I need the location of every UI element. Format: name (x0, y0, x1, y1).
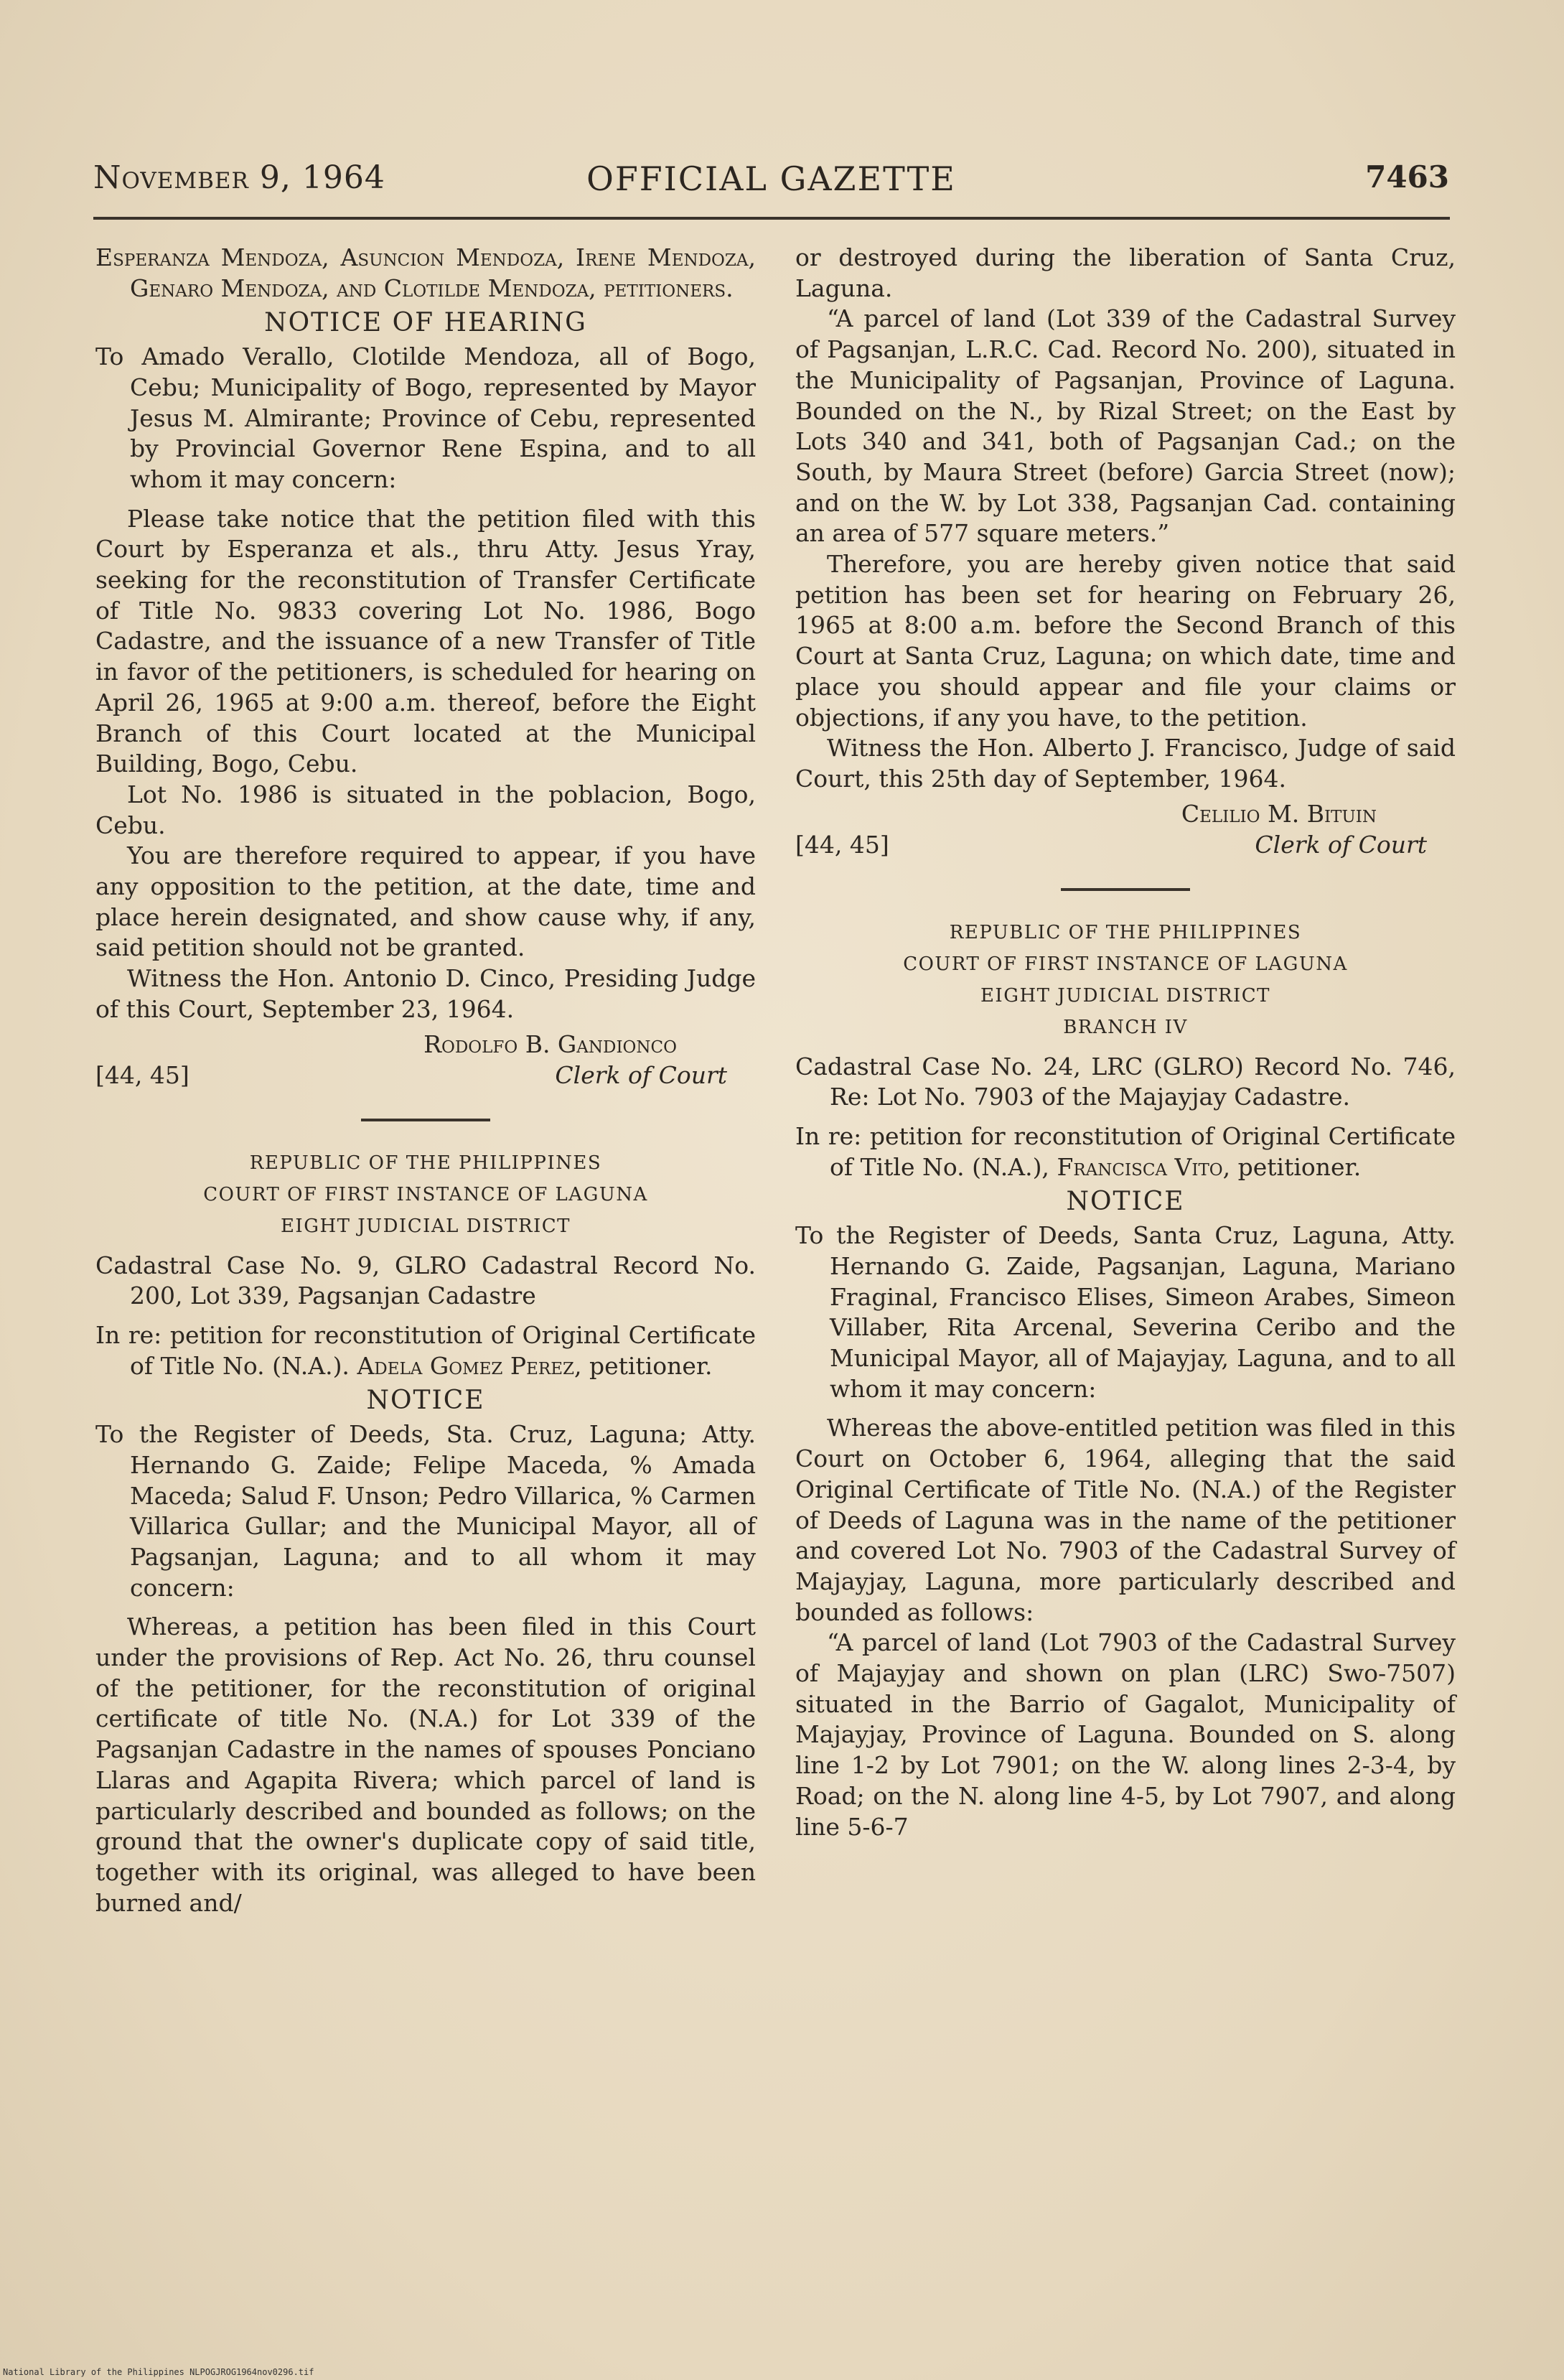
notice-heading: NOTICE (1066, 1187, 1185, 1217)
court-line: BRANCH IV (1063, 1016, 1188, 1038)
page-header (93, 159, 1449, 210)
in-re-suffix: , petitioner. (573, 1351, 713, 1380)
in-re-suffix: , petitioner. (1222, 1152, 1362, 1181)
court-line: COURT OF FIRST INSTANCE OF LAGUNA (903, 953, 1348, 975)
addressees: To the Register of Deeds, Santa Cruz, Laguna, Atty. Hernando G. Zaide, Pagsanjan, Laguna, Mariano Fraginal, Francisco Elises, Simeon Arabes, Simeon Villaber, Rita Arcenal, Severina Ceribo and the Municipal Mayor, all of Majayjay, Laguna, and to all whom it may concern: (795, 1221, 1456, 1403)
court-caption (795, 917, 1456, 1043)
notice-heading: NOTICE (366, 1386, 485, 1416)
scan-footer: National Library of the Philippines NLPOGJROG1964nov0296.tif (3, 2367, 314, 2377)
court-line: COURT OF FIRST INSTANCE OF LAGUNA (203, 1183, 648, 1205)
signatory-title: Clerk of Court (1255, 830, 1427, 859)
paragraph: You are therefore required to appear, if you have any opposition to the petition, at the date, time and place herein designated, and show cause why, if any, said petition should not be granted. (95, 841, 756, 962)
left-column (95, 243, 756, 1918)
in-re-caption (95, 1320, 756, 1381)
paragraph: Witness the Hon. Alberto J. Francisco, Judge of said Court, this 25th day of September, 1964. (795, 734, 1456, 793)
addressees: To Amado Verallo, Clotilde Mendoza, all of Bogo, Cebu; Municipality of Bogo, represented by Mayor Jesus M. Almirante; Province of Cebu, represented by Provincial Governor Rene Espina, and to all whom it may concern: (95, 342, 756, 493)
paragraph: Lot No. 1986 is situated in the poblacion, Bogo, Cebu. (95, 780, 756, 839)
petitioner-name: Adela Gomez Perez (357, 1351, 574, 1380)
signatory-name: Rodolfo B. Gandionco (423, 1030, 677, 1058)
in-re-text: In re: petition for reconstitution of Original Certificate of Title No. (N.A.), (795, 1122, 1456, 1181)
signatory-title: Clerk of Court (555, 1060, 727, 1089)
signature-block (795, 799, 1456, 861)
in-re-text: In re: petition for reconstitution of Original Certificate of Title No. (N.A.). (95, 1320, 756, 1380)
paragraph: Please take notice that the petition filed with this Court by Esperanza et als., thru Atty. Jesus Yray, seeking for the reconstitution of Transfer Certificate of Title No. 9833 covering Lot No. 1986, Bogo Cadastre, and the issuance of a new Transfer of Title in favor of the petitioners, is scheduled for hearing on April 26, 1965 at 9:00 a.m. thereof, before the Eight Branch of this Court located at the Municipal Building, Bogo, Cebu. (95, 504, 756, 778)
paragraph: or destroyed during the liberation of Santa Cruz, Laguna. (795, 243, 1456, 302)
court-line: EIGHT JUDICIAL DISTRICT (980, 984, 1271, 1007)
paragraph: Whereas the above-entitled petition was filed in this Court on October 6, 1964, alleging that the said Original Certificate of Title No. (N.A.) of the Register of Deeds of Laguna was in the name of the petitioner and covered Lot No. 7903 of the Cadastral Survey of Majayjay, Laguna, more particularly described and bounded as follows: (795, 1414, 1456, 1626)
paragraph: “A parcel of land (Lot 7903 of the Cadastral Survey of Majayjay and shown on plan (LRC) Swo-7507) situated in the Barrio of Gagalot, Municipality of Majayjay, Province of Laguna. Bounded on S. along line 1-2 by Lot 7901; on the W. along lines 2-3-4, by Road; on the N. along line 4-5, by Lot 7907, and along line 5-6-7 (795, 1628, 1456, 1841)
addressees: To the Register of Deeds, Sta. Cruz, Laguna; Atty. Hernando G. Zaide; Felipe Maceda, % Amada Maceda; Salud F. Unson; Pedro Villarica, % Carmen Villarica Gullar; and the Municipal Mayor, all of Pagsanjan, Laguna; and to all whom it may concern: (95, 1420, 756, 1602)
paragraph: Whereas, a petition has been filed in this Court under the provisions of Rep. Act No. 26, thru counsel of the petitioner, for the reconstitution of original certificate of title No. (N.A.) for Lot 339 of the Pagsanjan Cadastre in the names of spouses Ponciano Llaras and Agapita Rivera; which parcel of land is particularly described and bounded as follows; on the ground that the owner's duplicate copy of said title, together with its original, was alleged to have been burned and/ (95, 1613, 756, 1917)
paragraph: Witness the Hon. Antonio D. Cinco, Presiding Judge of this Court, September 23, 1964. (95, 964, 756, 1023)
court-line: EIGHT JUDICIAL DISTRICT (280, 1215, 571, 1237)
paragraph: “A parcel of land (Lot 339 of the Cadastral Survey of Pagsanjan, L.R.C. Cad. Record No. 200), situated in the Municipality of Pagsanjan, Province of Laguna. Bounded on the N., by Rizal Street; on the East by Lots 340 and 341, both of Pagsanjan Cad.; on the South, by Maura Street (before) Garcia Street (now); and on the W. by Lot 338, Pagsanjan Cad. containing an area of 577 square meters.” (795, 304, 1456, 548)
header-date: November 9, 1964 (93, 159, 385, 196)
case-caption: Cadastral Case No. 9, GLRO Cadastral Record No. 200, Lot 339, Pagsanjan Cadastre (95, 1251, 756, 1310)
issue-reference: [44, 45] (95, 1060, 189, 1089)
paragraph: Therefore, you are hereby given notice that said petition has been set for hearing on February 26, 1965 at 8:00 a.m. before the Second Branch of this Court at Santa Cruz, Laguna; on which date, time and place you should appear and file your claims or objections, if any you have, to the petition. (795, 550, 1456, 732)
section-divider (361, 1119, 490, 1121)
header-title: OFFICIAL GAZETTE (586, 159, 956, 198)
signature-block (95, 1030, 756, 1091)
court-line: REPUBLIC OF THE PHILIPPINES (949, 921, 1302, 943)
court-line: REPUBLIC OF THE PHILIPPINES (249, 1152, 602, 1174)
case-caption: Cadastral Case No. 24, LRC (GLRO) Record No. 746, Re: Lot No. 7903 of the Majayjay Cadastre. (795, 1052, 1456, 1111)
header-rule (93, 217, 1450, 220)
court-caption (95, 1147, 756, 1242)
page-number: 7463 (1365, 159, 1449, 195)
petitioner-name: Francisca Vito (1057, 1152, 1223, 1181)
section-divider (1061, 888, 1190, 891)
signatory-name: Celilio M. Bituin (1181, 799, 1377, 828)
petitioners-line: Esperanza Mendoza, Asuncion Mendoza, Irene Mendoza, Genaro Mendoza, and Clotilde Mendoza, petitioners. (95, 243, 756, 302)
notice-of-hearing-heading: NOTICE OF HEARING (264, 308, 587, 338)
right-column (795, 243, 1456, 1842)
in-re-caption (795, 1121, 1456, 1182)
issue-reference: [44, 45] (795, 830, 889, 859)
